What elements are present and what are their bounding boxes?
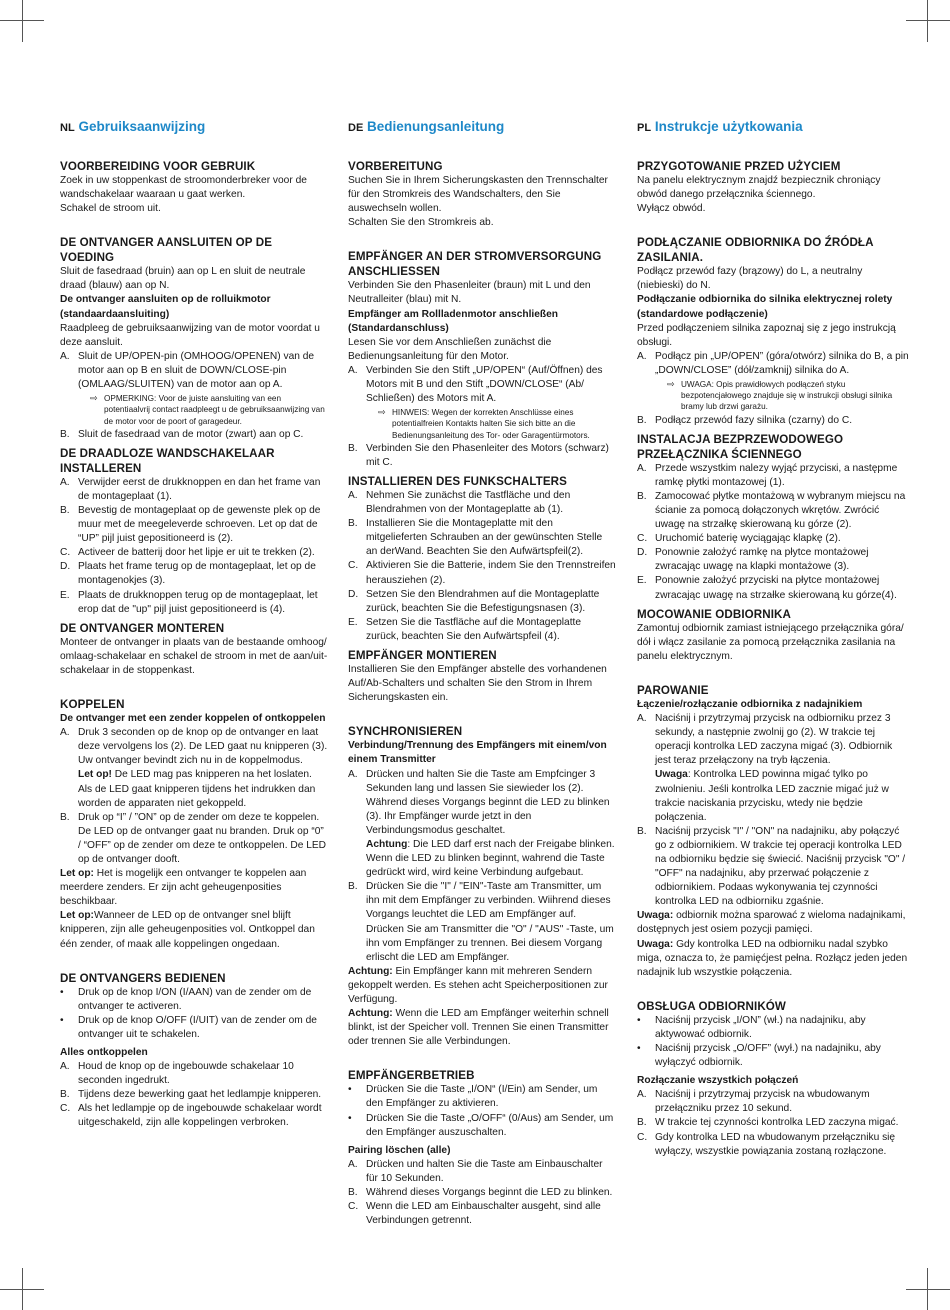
bullet-icon: • bbox=[637, 1014, 641, 1026]
manual-title: Instrukcje użytkowania bbox=[654, 119, 803, 134]
step-list bbox=[348, 489, 616, 644]
list-text: Drücken Sie die "I" / "EIN"-Taste am Transmitter, um ihn mit dem Empfänger zu verbinden. Wiihrend dieses Vorgangs leuchtet die LED am Empfänger auf. Drücken Sie am Transmitter die "O" / "AUS" -Taste, um ihn vom Empfänger zu trennen. Bei diesem Vorgang erlischt die LED am Empfänger. bbox=[366, 881, 614, 963]
bullet-text: Drücken Sie die Taste „O/OFF“ (0/Aus) am Sender, um den Empfänger auszuschalten. bbox=[366, 1112, 614, 1138]
list-text: Ponownie założyć przyciski na płytce montażowej zwracając uwagę na strzałke skierowaną ku górze(4). bbox=[655, 575, 897, 601]
list-text: Podłącz pin „UP/OPEN” (góra/otwórz) silnika do B, a pin „DOWN/CLOSE” (dół/zamknij) silnika do A. bbox=[655, 350, 909, 376]
list-marker: E. bbox=[60, 589, 70, 601]
section-heading: INSTALLIEREN DES FUNKSCHALTERS bbox=[348, 475, 567, 489]
list-marker: B. bbox=[348, 881, 358, 893]
column-pl bbox=[637, 118, 909, 1159]
bullet-icon: • bbox=[60, 1014, 64, 1026]
list-item bbox=[637, 490, 909, 532]
paragraph: Zoek in uw stoppenkast de stroomonderbreker voor de wandschakelaar waaraan u gaat werken. bbox=[60, 175, 307, 201]
list-marker: A. bbox=[348, 490, 358, 502]
list-item bbox=[60, 504, 328, 546]
paragraph bbox=[60, 909, 328, 951]
arrow-icon: ⇨ bbox=[90, 393, 98, 404]
list-text: Naciśnij przycisk "I" / "ON" na nadajniku, aby połączyć go z odbiornikiem. W trakcie tej operacji kontrolka LED na odbiorniku będzie się świecić. Naciśnij przycisk "O" / "OFF" na nadajniku, aby przerwać połączenie z odbiornikiem. Podaas wykonywania tej czynności kontrolka LED na odbiorniku zgaśnie. bbox=[655, 825, 906, 908]
bold-subheading: Podłączanie odbiornika do silnika elektrycznej rolety (standardowe podłączenie) bbox=[637, 294, 893, 320]
list-item bbox=[60, 1088, 328, 1102]
note-label: Uwaga: bbox=[637, 910, 674, 922]
section-heading: DE ONTVANGERS BEDIENEN bbox=[60, 971, 226, 985]
section-heading: KOPPELEN bbox=[60, 698, 125, 712]
list-text: Drücken und halten Sie die Taste am Empfcinger 3 Sekunden lang und lassen Sie siewieder los (2). Während dieses Vorgangs beginnt die LED zu blinken (3). Ihr Empfänger wurde jetzt in den Verbindungsmodus geschaltet. bbox=[366, 768, 610, 836]
list-item bbox=[60, 811, 328, 867]
paragraph: Zamontuj odbiornik zamiast istniejącego przełącznika góra/ dół i włącz zasilanie za pomocą przełącznika zasilania na panelu elektrycznym. bbox=[637, 622, 904, 662]
paragraph bbox=[60, 867, 328, 909]
list-marker: C. bbox=[637, 1131, 648, 1143]
paragraph: Wyłącz obwód. bbox=[637, 203, 706, 215]
list-marker: B. bbox=[637, 414, 647, 426]
list-marker: D. bbox=[637, 547, 648, 559]
list-text: Verbinden Sie den Phasenleiter des Motors (schwarz) mit C. bbox=[366, 442, 609, 468]
warning-label: Uwaga bbox=[655, 769, 688, 781]
manual-title: Gebruiksaanwijzing bbox=[78, 119, 206, 134]
column-de bbox=[348, 118, 616, 1228]
list-marker: B. bbox=[637, 1117, 647, 1129]
section-pairing bbox=[348, 724, 616, 1049]
section-preparation bbox=[60, 159, 328, 216]
list-item bbox=[637, 1116, 909, 1130]
section-preparation bbox=[637, 159, 909, 216]
list-marker: A. bbox=[348, 768, 358, 780]
list-item bbox=[348, 1158, 616, 1186]
list-marker: A. bbox=[637, 462, 647, 474]
section-heading: VOORBEREIDING VOOR GEBRUIK bbox=[60, 160, 256, 173]
language-heading bbox=[637, 118, 909, 137]
section-heading: OBSŁUGA ODBIORNIKÓW bbox=[637, 999, 786, 1013]
language-code: DE bbox=[348, 122, 364, 134]
bullet-text: Drücken Sie die Taste „I/ON“ (I/Ein) am Sender, um den Empfänger zu aktivieren. bbox=[366, 1084, 598, 1110]
paragraph bbox=[348, 1007, 616, 1049]
list-item bbox=[348, 517, 616, 559]
list-text: Während dieses Vorgangs beginnt die LED zu blinken. bbox=[366, 1187, 613, 1199]
crop-mark bbox=[906, 20, 950, 21]
paragraph bbox=[637, 938, 909, 980]
section-heading: PRZYGOTOWANIE PRZED UŻYCIEM bbox=[637, 160, 841, 173]
list-item bbox=[60, 350, 328, 392]
list-marker: A. bbox=[60, 1061, 70, 1073]
list-item bbox=[637, 532, 909, 546]
bold-subheading: Empfänger am Rollladenmotor anschließen (Standardanschluss) bbox=[348, 308, 559, 334]
list-text: Druk 3 seconden op de knop op de ontvanger en laat deze vervolgens los (2). De LED gaat nu knipperen (3). Uw ontvanger bevindt zich nu in de koppelmodus. bbox=[78, 727, 328, 767]
list-item bbox=[637, 574, 909, 602]
paragraph: Schalten Sie den Stromkreis ab. bbox=[348, 217, 494, 229]
list-item bbox=[637, 546, 909, 574]
bullet-item bbox=[348, 1112, 616, 1140]
warning-label: Let op! bbox=[78, 769, 112, 781]
note-text: HINWEIS: Wegen der korrekten Anschlüsse eines potentialfreien Kontakts halten Sie sich bitte an die Bedienungsanleitung des Tor- oder Garagentürmotors. bbox=[392, 408, 590, 440]
crop-mark bbox=[0, 1289, 44, 1290]
paragraph: Monteer de ontvanger in plaats van de bestaande omhoog/ omlaag-schakelaar en schakel de stroom in met de aan/uit-schakelaar in de stoppenkast. bbox=[60, 636, 328, 676]
note bbox=[60, 393, 328, 427]
paragraph: Schakel de stroom uit. bbox=[60, 203, 161, 215]
section-operation bbox=[60, 971, 328, 1131]
paragraph: Installieren Sie den Empfänger abstelle des vorhandenen Auf/Ab-Schalters und schalten Sie den Strom in Ihrem Sicherungskasten ein. bbox=[348, 664, 607, 704]
list-item bbox=[60, 476, 328, 504]
list-item bbox=[60, 1102, 328, 1130]
bullet-item bbox=[348, 1083, 616, 1111]
note bbox=[348, 407, 616, 441]
list-marker: C. bbox=[348, 560, 359, 572]
list-marker: A. bbox=[60, 476, 70, 488]
list-item bbox=[348, 559, 616, 587]
section-power-connection bbox=[637, 235, 909, 427]
crop-mark bbox=[22, 0, 23, 42]
paragraph: Raadpleeg de gebruiksaanwijzing van de motor voordat u deze aansluit. bbox=[60, 322, 320, 348]
list-item bbox=[637, 1131, 909, 1159]
list-marker: B. bbox=[348, 442, 358, 454]
list-text: W trakcie tej czynności kontrolka LED zaczyna migać. bbox=[655, 1117, 899, 1129]
section-pairing bbox=[60, 697, 328, 952]
warning-text: : Kontrolka LED powinna migać tylko po zwolnieniu. Jeśli kontrolka LED zacznie migać już w trakcie naciskania przycisku, wtedy nie będzie połączenia. bbox=[655, 769, 889, 823]
bullet-text: Naciśnij przycisk „I/ON” (wł.) na nadajniku, aby aktywować odbiornik. bbox=[655, 1014, 866, 1040]
section-heading: DE ONTVANGER AANSLUITEN OP DE VOEDING bbox=[60, 236, 273, 265]
note-label: Achtung: bbox=[348, 1008, 393, 1020]
bullet-list bbox=[60, 986, 328, 1042]
language-code: PL bbox=[637, 122, 652, 134]
bullet-text: Naciśnij przycisk „O/OFF” (wył.) na nadajniku, aby wyłączyć odbiornik. bbox=[655, 1043, 881, 1069]
arrow-icon: ⇨ bbox=[667, 379, 675, 390]
note-text: odbiornik można sparować z wieloma nadajnikami, dostępnych jest osiem pozycji pamięci. bbox=[637, 910, 906, 936]
list-item bbox=[60, 589, 328, 617]
paragraph: Przed podłączeniem silnika zapoznaj się z jego instrukcją obsługi. bbox=[637, 322, 896, 348]
section-heading: MOCOWANIE ODBIORNIKA bbox=[637, 607, 792, 621]
list-text: Houd de knop op de ingebouwde schakelaar 10 seconden ingedrukt. bbox=[78, 1061, 294, 1087]
list-marker: C. bbox=[60, 1103, 71, 1115]
section-mount-receiver bbox=[348, 648, 616, 705]
section-heading: INSTALACJA BEZPRZEWODOWEGO PRZEŁĄCZNIKA ŚCIENNEGO bbox=[637, 432, 844, 461]
section-heading: DE DRAADLOZE WANDSCHAKELAAR INSTALLEREN bbox=[60, 446, 275, 475]
list-marker: A. bbox=[60, 350, 70, 362]
list-text: Als het ledlampje op de ingebouwde schakelaar wordt uitgeschakeld, zijn alle koppelingen verbroken. bbox=[78, 1103, 322, 1129]
list-text: Sluit de UP/OPEN-pin (OMHOOG/OPENEN) van de motor aan op B en sluit de DOWN/CLOSE-pin (OMLAAG/SLUITEN) van de motor aan op A. bbox=[78, 350, 315, 391]
step-list bbox=[348, 1158, 616, 1228]
list-item bbox=[348, 1200, 616, 1228]
bold-subheading: De ontvanger met een zender koppelen of ontkoppelen bbox=[60, 713, 326, 725]
list-item bbox=[348, 880, 616, 965]
list-marker: E. bbox=[637, 575, 647, 587]
bullet-icon: • bbox=[60, 986, 64, 998]
list-text: Verwijder eerst de drukknoppen en dan het frame van de montageplaat (1). bbox=[78, 476, 321, 502]
warning-text: : Die LED darf erst nach der Freigabe blinken. Wenn die LED zu blinken beginnt, wahrend die Taste gedrückt wird, wird keine Verbindung aufgebaut. bbox=[366, 838, 615, 879]
bullet-list bbox=[348, 1083, 616, 1139]
note-label: Uwaga: bbox=[637, 938, 674, 950]
section-heading: EMPFÄNGER AN DER STROMVERSORGUNG ANSCHLIESSEN bbox=[348, 250, 602, 279]
bold-subheading: Pairing löschen (alle) bbox=[348, 1144, 451, 1156]
warning-label: Achtung bbox=[366, 838, 408, 850]
list-text: Tijdens deze bewerking gaat het ledlampje knipperen. bbox=[78, 1089, 322, 1101]
list-item bbox=[348, 489, 616, 517]
note-text: Ein Empfänger kann mit mehreren Sendern gekoppelt werden. Es stehen acht Speicherpositionen zur Verfügung. bbox=[348, 965, 608, 1006]
crop-mark bbox=[927, 0, 928, 42]
section-pairing bbox=[637, 683, 909, 980]
bullet-item bbox=[637, 1042, 909, 1070]
note bbox=[637, 379, 909, 413]
list-item bbox=[348, 442, 616, 470]
bold-subheading: Alles ontkoppelen bbox=[60, 1047, 148, 1059]
language-code: NL bbox=[60, 122, 75, 134]
language-heading bbox=[348, 118, 616, 137]
paragraph: Verbinden Sie den Phasenleiter (braun) mit L und den Neutralleiter (blau) mit N. bbox=[348, 280, 591, 306]
list-marker: A. bbox=[637, 350, 647, 362]
list-item bbox=[637, 825, 909, 910]
section-install-switch bbox=[637, 432, 909, 603]
list-marker: C. bbox=[637, 533, 648, 545]
section-heading: PODŁĄCZANIE ODBIORNIKA DO ŹRÓDŁA ZASILANIA. bbox=[637, 236, 874, 265]
list-text: Aktivieren Sie die Batterie, indem Sie den Trennstreifen herausziehen (2). bbox=[366, 560, 616, 586]
manual-title: Bedienungsanleitung bbox=[367, 119, 505, 134]
bold-subheading: Łączenie/rozłączanie odbiornika z nadajnikiem bbox=[637, 698, 863, 710]
section-operation bbox=[637, 999, 909, 1159]
section-power-connection bbox=[60, 235, 328, 442]
list-marker: B. bbox=[60, 1089, 70, 1101]
list-item bbox=[348, 768, 616, 881]
list-text: Podłącz przewód fazy silnika (czarny) do C. bbox=[655, 414, 853, 426]
list-text: Uruchomić baterię wyciągając klapkę (2). bbox=[655, 533, 841, 545]
arrow-icon: ⇨ bbox=[378, 407, 386, 418]
list-text: Setzen Sie den Blendrahmen auf die Montageplatte zurück, beachten Sie die Befestigungsnasen (3). bbox=[366, 588, 600, 614]
note-text: UWAGA: Opis prawidłowych podłączeń styku bezpotencjałowego znajduje się w instrukcji obsługi silnika bramy lub drzwi garażu. bbox=[681, 380, 893, 412]
list-text: Ponownie założyć ramkę na płytce montażowej zwracając uwagę na klapki montażowe (3). bbox=[655, 547, 869, 573]
list-text: Setzen Sie die Tastfläche auf die Montageplatte zurück, beachten Sie den Aufwärtspfeil (4). bbox=[366, 616, 582, 642]
list-marker: A. bbox=[348, 1158, 358, 1170]
list-marker: A. bbox=[637, 1089, 647, 1101]
step-list bbox=[637, 462, 909, 603]
list-item bbox=[348, 1186, 616, 1200]
list-item bbox=[348, 616, 616, 644]
note-text: Wenn die LED am Empfänger weiterhin schnell blinkt, ist der Speicher voll. Trennen Sie einen Transmitter oder trennen Sie alle Verbindungen. bbox=[348, 1008, 609, 1048]
paragraph bbox=[637, 909, 909, 937]
list-marker: A. bbox=[60, 727, 70, 739]
note-text: Het is mogelijk een ontvanger te koppelen aan meerdere zenders. Er zijn acht geheugenposities beschikbaar. bbox=[60, 868, 307, 908]
list-text: Naciśnij i przytrzymaj przycisk na wbudowanym przełączniku przez 10 sekund. bbox=[655, 1089, 870, 1115]
paragraph: Lesen Sie vor dem Anschließen zunächst die Bedienungsanleitung für den Motor. bbox=[348, 336, 552, 362]
list-marker: B. bbox=[348, 1187, 358, 1199]
list-item bbox=[60, 560, 328, 588]
bold-subheading: De ontvanger aansluiten op de rolluikmotor (standaardaansluiting) bbox=[60, 294, 271, 320]
list-item bbox=[637, 350, 909, 378]
section-heading: PAROWANIE bbox=[637, 683, 709, 697]
list-marker: B. bbox=[60, 505, 70, 517]
list-item bbox=[60, 726, 328, 811]
list-item bbox=[348, 588, 616, 616]
list-item bbox=[637, 712, 909, 825]
list-text: Gdy kontrolka LED na wbudowanym przełączniku się wyłączy, wszystkie powiązania zostaną rozłączone. bbox=[655, 1131, 896, 1157]
list-text: Bevestig de montageplaat op de gewenste plek op de muur met de meegeleverde schroeven. Let op dat de “UP” pijl juist gepositioneerd is (2). bbox=[78, 505, 321, 545]
note-text: OPMERKING: Voor de juiste aansluiting van een potentiaalvrij contact raadpleegt u de gebruiksaanwijzing van de motor voor de poort of garagedeur. bbox=[104, 394, 325, 426]
list-item bbox=[60, 546, 328, 560]
section-heading: VORBEREITUNG bbox=[348, 160, 443, 173]
section-heading: SYNCHRONISIEREN bbox=[348, 725, 463, 739]
section-heading: DE ONTVANGER MONTEREN bbox=[60, 621, 225, 635]
list-marker: B. bbox=[637, 825, 647, 837]
list-marker: A. bbox=[348, 364, 358, 376]
note-text: Gdy kontrolka LED na odbiorniku nadal szybko miga, oznacza to, że pamięćjest pełna. Rozłącz jeden jeden nadajnik lub wszystkie połączenia. bbox=[637, 938, 908, 978]
list-text: Plaats het frame terug op de montageplaat, let op de montagenokjes (3). bbox=[78, 561, 316, 587]
step-list bbox=[60, 476, 328, 617]
bullet-list bbox=[637, 1014, 909, 1070]
list-item bbox=[60, 1060, 328, 1088]
list-marker: C. bbox=[348, 1201, 359, 1213]
list-item bbox=[637, 414, 909, 428]
bullet-icon: • bbox=[348, 1112, 352, 1124]
list-text: Sluit de fasedraad van de motor (zwart) aan op C. bbox=[78, 428, 304, 440]
paragraph: Sluit de fasedraad (bruin) aan op L en sluit de neutrale draad (blauw) aan op N. bbox=[60, 266, 306, 292]
section-heading: EMPFÄNGER MONTIEREN bbox=[348, 649, 497, 663]
paragraph: Na panelu elektrycznym znajdź bezpiecznik chroniący obwód danego przełącznika ściennego. bbox=[637, 175, 881, 201]
list-marker: B. bbox=[60, 428, 70, 440]
list-marker: E. bbox=[348, 616, 358, 628]
list-marker: B. bbox=[348, 518, 358, 530]
section-preparation bbox=[348, 159, 616, 230]
note-label: Achtung: bbox=[348, 965, 393, 977]
note-text: Wanneer de LED op de ontvanger snel blijft knipperen, zijn alle geheugenposities vol. Ontkoppel dan één zender, of maak alle koppelingen ongedaan. bbox=[60, 910, 315, 950]
section-mount-receiver bbox=[60, 621, 328, 678]
list-marker: B. bbox=[637, 490, 647, 502]
list-item bbox=[637, 1088, 909, 1116]
note-label: Let op: bbox=[60, 910, 94, 922]
list-marker: C. bbox=[60, 547, 71, 559]
list-item bbox=[348, 364, 616, 406]
list-text: Naciśnij i przytrzymaj przycisk na odbiorniku przez 3 sekundy, a następnie zwolnij go (2). W trakcie tej operacji kontrolka LED zaczyna migać (3). Odbiornik jest teraz przełączony na tryb łączenia. bbox=[655, 713, 893, 767]
bullet-item bbox=[60, 986, 328, 1014]
column-nl bbox=[60, 118, 328, 1131]
bullet-icon: • bbox=[637, 1043, 641, 1055]
list-item bbox=[637, 462, 909, 490]
section-mount-receiver bbox=[637, 607, 909, 664]
list-text: Wenn die LED am Einbauschalter ausgeht, sind alle Verbindungen getrennt. bbox=[366, 1201, 601, 1227]
list-text: Przede wszystkim nalezy wyjąć przycisкi, a następme ramkę płytki montazowej (1). bbox=[655, 462, 898, 488]
paragraph: Suchen Sie in Ihrem Sicherungskasten den Trennschalter für den Stromkreis des Wandschalters, den Sie auswechseln wollen. bbox=[348, 175, 608, 215]
list-text: Activeer de batterij door het lipje er uit te trekken (2). bbox=[78, 547, 315, 559]
bullet-item bbox=[637, 1014, 909, 1042]
note-label: Let op: bbox=[60, 868, 94, 880]
list-marker: A. bbox=[637, 713, 647, 725]
section-operation bbox=[348, 1068, 616, 1228]
section-install-switch bbox=[60, 446, 328, 617]
bold-subheading: Verbindung/Trennung des Empfängers mit einem/von einem Transmitter bbox=[348, 740, 607, 766]
crop-mark bbox=[0, 20, 44, 21]
bullet-item bbox=[60, 1014, 328, 1042]
paragraph: Podłącz przewód fazy (brązowy) do L, a neutralny (niebieski) do N. bbox=[637, 266, 863, 292]
paragraph bbox=[348, 965, 616, 1007]
list-text: Plaats de drukknoppen terug op de montageplaat, let erop dat de "up" pijl juist gepositioneerd is (4). bbox=[78, 589, 318, 615]
section-heading: EMPFÄNGERBETRIEB bbox=[348, 1069, 475, 1083]
list-text: Installieren Sie die Montageplatte mit den mitgelieferten Schrauben an der gewünschten Stelle an derWand. Beachten Sie den Aufwärtspfeil(2). bbox=[366, 518, 603, 558]
list-text: Zamocować płytke montażową w wybranym miejscu na ścianie za pomocą dołączonych wkrętów. Zwrócić uwagę na strzałkę skierowaną ku górze (2). bbox=[655, 490, 906, 531]
list-text: Drücken und halten Sie die Taste am Einbauschalter für 10 Sekunden. bbox=[366, 1158, 603, 1184]
section-install-switch bbox=[348, 474, 616, 644]
list-item bbox=[60, 428, 328, 442]
section-power-connection bbox=[348, 249, 616, 470]
bullet-text: Druk op de knop I/ON (I/AAN) van de zender om de ontvanger te activeren. bbox=[78, 986, 312, 1012]
list-text: Verbinden Sie den Stift „UP/OPEN“ (Auf/Öffnen) des Motors mit B und den Stift „DOWN/CLOSE“ (Ab/ Schließen) des Motors mit A. bbox=[366, 364, 603, 405]
step-list bbox=[60, 1060, 328, 1130]
bullet-icon: • bbox=[348, 1084, 352, 1096]
step-list bbox=[637, 1088, 909, 1158]
list-marker: D. bbox=[60, 561, 71, 573]
list-text: Druk op “I” / ”ON” op de zender om deze te koppelen. De LED op de ontvanger gaat nu branden. Druk op “0” / “OFF” op de zender om deze te ontkoppelen. De LED op de ontvanger dooft. bbox=[78, 811, 327, 865]
list-marker: D. bbox=[348, 588, 359, 600]
bold-subheading: Rozłączanie wszystkich połączeń bbox=[637, 1075, 799, 1087]
warning-text: De LED mag pas knipperen na het loslaten. Als de LED gaat knipperen tijdens het indrukken dan worden de apparaten niet gekoppeld. bbox=[78, 769, 316, 809]
language-heading bbox=[60, 118, 328, 137]
bullet-text: Druk op de knop O/OFF (I/UIT) van de zender om de ontvanger uit te schakelen. bbox=[78, 1014, 317, 1040]
list-marker: B. bbox=[60, 811, 70, 823]
list-text: Nehmen Sie zunächst die Tastfläche und den Blendrahmen von der Montageplatte ab (1). bbox=[366, 490, 571, 516]
crop-mark bbox=[906, 1289, 950, 1290]
